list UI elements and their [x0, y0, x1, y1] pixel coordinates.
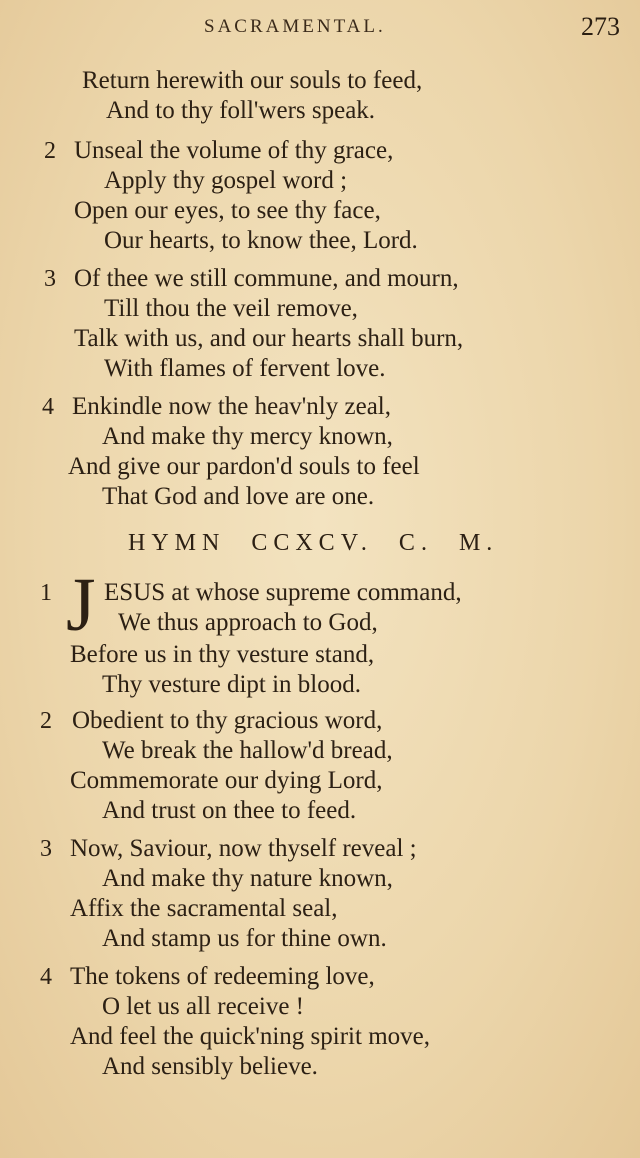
hymn1-verse4-line-3: And give our pardon'd souls to feel — [68, 453, 420, 480]
hymn2-verse4-line-3: And feel the quick'ning spirit move, — [70, 1023, 430, 1050]
hymn1-verse-number: 4 — [42, 394, 54, 420]
hymn2-verse3-line-2: And make thy nature known, — [102, 865, 393, 892]
hymn2-verse3-line-3: Affix the sacramental seal, — [70, 895, 338, 922]
hymn1-verse3-line-3: Talk with us, and our hearts shall burn, — [74, 325, 464, 352]
hymn2-verse1-line-1: ESUS at whose supreme command, — [104, 579, 462, 606]
hymn2-verse4-line-4: And sensibly believe. — [102, 1053, 318, 1080]
hymn1-verse-number: 3 — [44, 266, 56, 292]
hymn2-verse-number: 3 — [40, 836, 52, 862]
hymn2-verse4-line-1: The tokens of redeeming love, — [70, 963, 375, 990]
hymn1-verse2-line-2: Apply thy gospel word ; — [104, 167, 348, 194]
hymn1-verse3-line-1: Of thee we still commune, and mourn, — [74, 265, 459, 292]
hymn2-verse-number: 2 — [40, 708, 52, 734]
hymn2-verse4-line-2: O let us all receive ! — [102, 993, 304, 1020]
hymn2-verse-number: 4 — [40, 964, 52, 990]
running-head: SACRAMENTAL. — [204, 16, 386, 37]
hymn2-verse-number: 1 — [40, 580, 52, 606]
hymn1-verse4-line-2: And make thy mercy known, — [102, 423, 393, 450]
hymn2-verse2-line-3: Commemorate our dying Lord, — [70, 767, 383, 794]
hymn2-verse2-line-4: And trust on thee to feed. — [102, 797, 357, 824]
hymn2-verse1-line-2: We thus approach to God, — [118, 609, 378, 636]
hymn2-verse1-line-4: Thy vesture dipt in blood. — [102, 671, 361, 698]
hymn1-verse4-line-1: Enkindle now the heav'nly zeal, — [72, 393, 391, 420]
hymn1-verse-number: 2 — [44, 138, 56, 164]
hymn1-opening-line-2: And to thy foll'wers speak. — [106, 97, 376, 124]
hymn2-verse1-line-3: Before us in thy vesture stand, — [70, 641, 375, 668]
drop-cap-letter: J — [66, 563, 96, 647]
hymn2-verse3-line-1: Now, Saviour, now thyself reveal ; — [70, 835, 417, 862]
hymn1-verse2-line-1: Unseal the volume of thy grace, — [74, 137, 394, 164]
hymn1-verse2-line-4: Our hearts, to know thee, Lord. — [104, 227, 418, 254]
hymn1-verse3-line-4: With flames of fervent love. — [104, 355, 386, 382]
hymn2-verse2-line-2: We break the hallow'd bread, — [102, 737, 393, 764]
hymn2-verse2-line-1: Obedient to thy gracious word, — [72, 707, 383, 734]
hymn-title: HYMN CCXCV. C. M. — [128, 530, 499, 556]
page-header — [0, 14, 640, 44]
hymn1-verse2-line-3: Open our eyes, to see thy face, — [74, 197, 381, 224]
hymn1-verse3-line-2: Till thou the veil remove, — [104, 295, 358, 322]
page-number: 273 — [581, 12, 620, 41]
hymn1-opening-line-1: Return herewith our souls to feed, — [82, 67, 423, 94]
hymn2-verse3-line-4: And stamp us for thine own. — [102, 925, 387, 952]
hymn1-verse4-line-4: That God and love are one. — [102, 483, 375, 510]
